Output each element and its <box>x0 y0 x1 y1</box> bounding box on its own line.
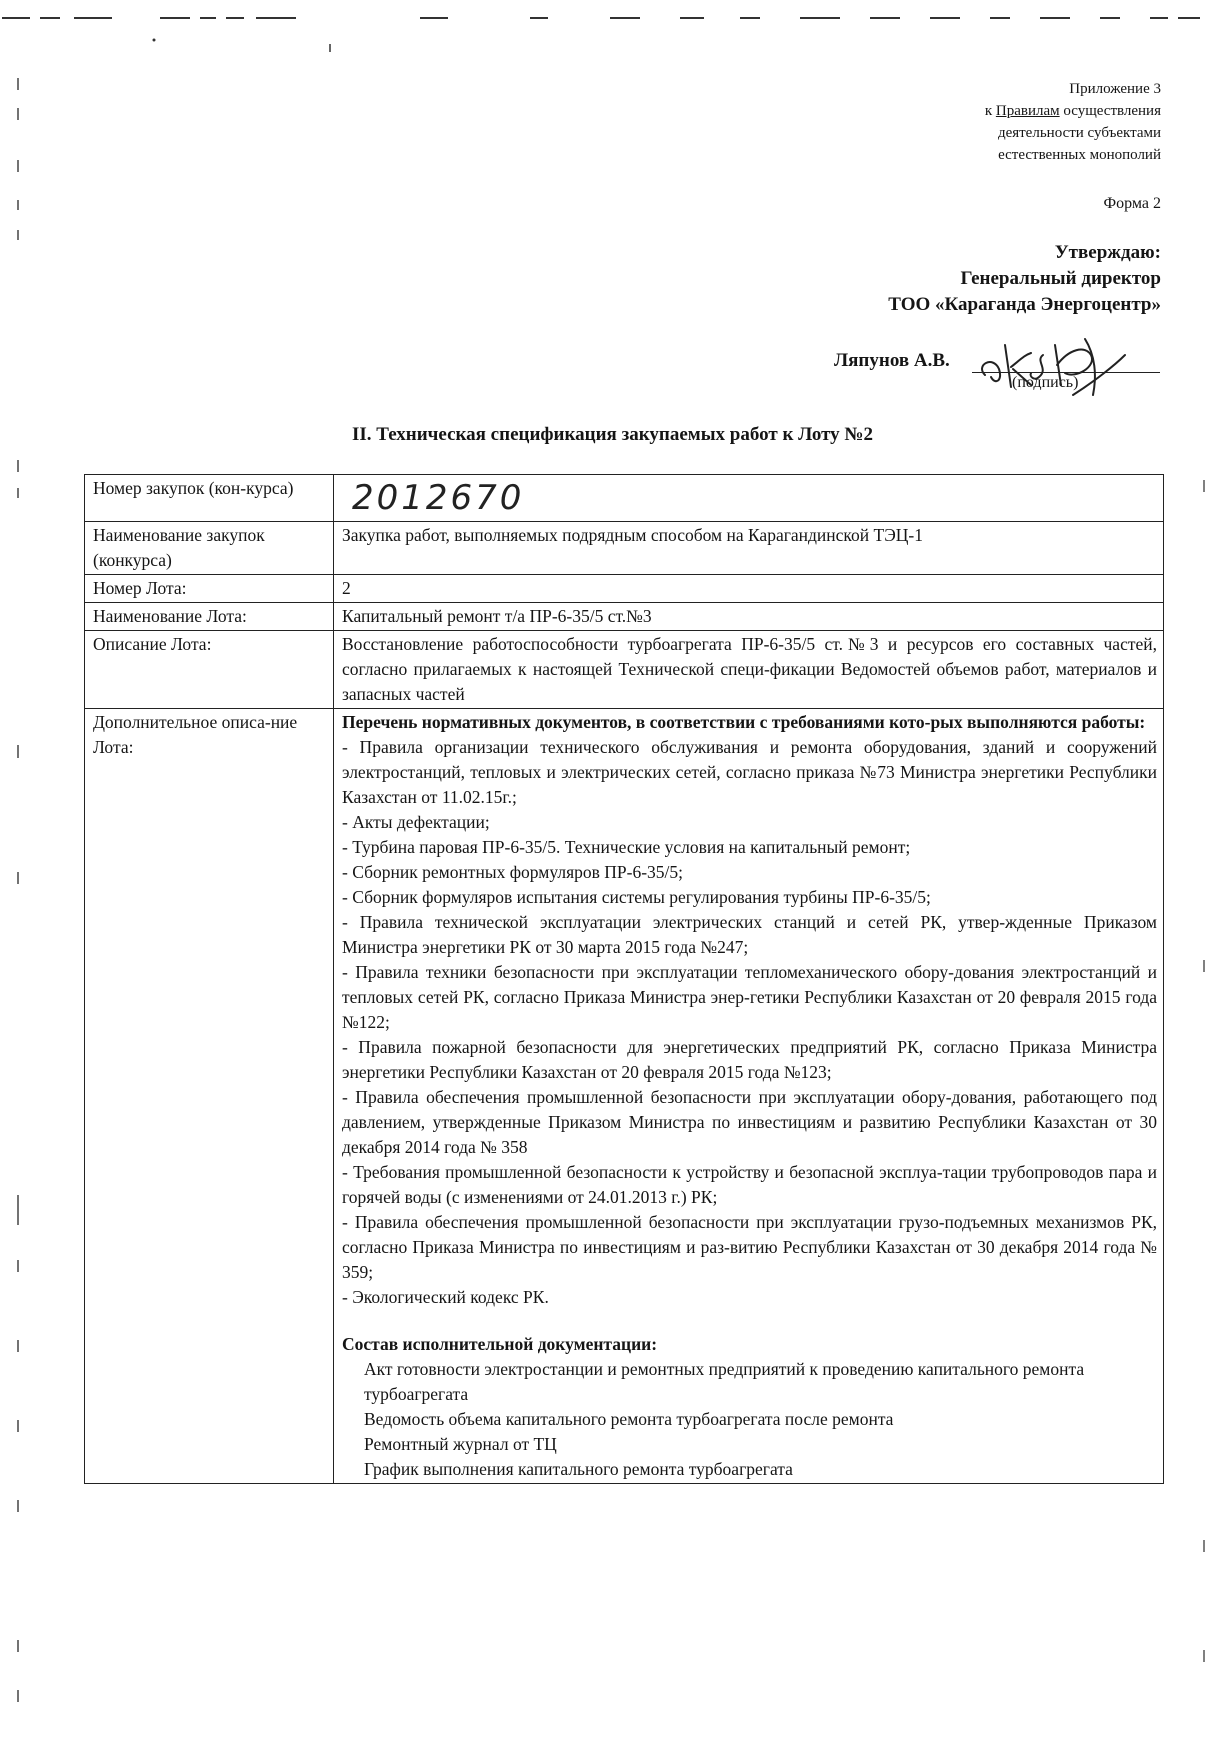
handwritten-signature <box>965 325 1145 405</box>
table-row <box>85 631 1164 709</box>
annex-line-2 <box>985 100 1161 122</box>
approval-block <box>888 240 1161 318</box>
lot-description-text: Восстановление работоспособности турбоагрегата ПР-6-35/5 ст.№3 и ресурсов его составных частей, согласно прилагаемых к настоящей Технической специ-фикации Ведомостей объемов работ, материалов и запасных частей <box>342 634 1157 704</box>
docs-list <box>342 1357 1157 1482</box>
doc-item: График выполнения капитального ремонта турбоагрегата <box>364 1459 793 1479</box>
annex-line-3: деятельности субъектами <box>997 125 1161 141</box>
approval-line-1: Утверждаю: <box>1054 242 1161 263</box>
scan-artifact-top <box>0 0 1225 60</box>
norm-item: - Акты дефектации; <box>342 812 490 832</box>
table-row <box>85 522 1164 575</box>
doc-item: Ведомость объема капитального ремонта турбоагрегата после ремонта <box>364 1409 894 1429</box>
scan-artifact-left-margin <box>0 0 40 1738</box>
purchase-number-value <box>334 475 1164 522</box>
extra-description-label: Дополнительное описа-ние Лота: <box>85 709 334 1484</box>
signature-caption: (подпись) <box>1012 374 1079 391</box>
norm-item: - Правила организации технического обслуживания и ремонта оборудования, зданий и сооружений электростанций, тепловых и электрических сетей, согласно приказа №73 Министра энергетики Республики Казахстан от 11.02.15г.; <box>342 737 1157 807</box>
extra-description-value <box>334 709 1164 1484</box>
lot-description-label: Описание Лота: <box>85 631 334 709</box>
norm-item: - Требования промышленной безопасности к устройству и безопасной эксплуа-тации трубопроводов пара и горячей воды (с изменениями от 24.01.2013 г.) РК; <box>342 1162 1157 1207</box>
scan-artifact-right-margin <box>1190 0 1220 1738</box>
form-number: Форма 2 <box>1103 195 1161 212</box>
norm-item: - Правила обеспечения промышленной безопасности при эксплуатации грузо-подъемных механизмов РК, согласно Приказа Министра по инвестициям и раз-витию Республики Казахстан от 30 декабря 2014 года № 359; <box>342 1212 1157 1282</box>
norm-item: - Правила обеспечения промышленной безопасности при эксплуатации обору-дования, работающего под давлением, утвержденные Приказом Министра по инвестициям и развитию Республики Казахстан от 30 декабря 2014 года № 358 <box>342 1087 1157 1157</box>
approval-line-3: ТОО «Караганда Энергоцентр» <box>888 294 1161 315</box>
doc-item: Ремонтный журнал от ТЦ <box>364 1434 557 1454</box>
annex-reference <box>985 78 1161 166</box>
table-row <box>85 709 1164 1484</box>
document-title: II. Техническая спецификация закупаемых работ к Лоту №2 <box>352 424 873 445</box>
lot-name-value: Капитальный ремонт т/а ПР-6-35/5 ст.№3 <box>334 603 1164 631</box>
norm-item: - Сборник ремонтных формуляров ПР-6-35/5; <box>342 862 684 882</box>
annex-line-2-suffix: осуществления <box>1059 103 1161 119</box>
docs-heading: Состав исполнительной документации: <box>342 1334 658 1354</box>
norm-item: - Правила технической эксплуатации электрических станций и сетей РК, утвер-жденные Приказом Министра энергетики РК от 30 марта 2015 года №247; <box>342 912 1157 957</box>
lot-name-label: Наименование Лота: <box>85 603 334 631</box>
purchase-name-value: Закупка работ, выполняемых подрядным способом на Карагандинской ТЭЦ-1 <box>334 522 1164 575</box>
specification-table <box>84 474 1164 1484</box>
norms-heading: Перечень нормативных документов, в соответствии с требованиями кото-рых выполняются работы: <box>342 712 1146 732</box>
purchase-number-handwritten: 2012670 <box>352 478 525 518</box>
table-row <box>85 603 1164 631</box>
purchase-number-label: Номер закупок (кон-курса) <box>85 475 334 522</box>
annex-line-1: Приложение 3 <box>1069 81 1161 97</box>
lot-description-value <box>334 631 1164 709</box>
lot-number-label: Номер Лота: <box>85 575 334 603</box>
rules-link[interactable]: Правилам <box>995 103 1060 119</box>
norm-item: - Сборник формуляров испытания системы регулирования турбины ПР-6-35/5; <box>342 887 931 907</box>
norm-item: - Правила пожарной безопасности для энергетических предприятий РК, согласно Приказа Министра энергетики Республики Казахстан от 20 февраля 2015 года №123; <box>342 1037 1157 1082</box>
purchase-name-label: Наименование закупок (конкурса) <box>85 522 334 575</box>
lot-number-value: 2 <box>334 575 1164 603</box>
annex-line-2-prefix: к <box>984 103 996 119</box>
table-row <box>85 575 1164 603</box>
table-row <box>85 475 1164 522</box>
signer-name: Ляпунов А.В. <box>834 350 950 371</box>
doc-item: Акт готовности электростанции и ремонтных предприятий к проведению капитального ремонта турбоагрегата <box>364 1359 1085 1404</box>
norm-item: - Правила техники безопасности при эксплуатации тепломеханического обору-дования электростанций и тепловых сетей РК, согласно Приказа Министра энер-гетики Республики Казахстан от 20 февраля 2015 года №122; <box>342 962 1157 1032</box>
annex-line-4: естественных монополий <box>998 147 1161 163</box>
approval-line-2: Генеральный директор <box>960 268 1161 289</box>
norms-list <box>342 735 1157 1310</box>
norm-item: - Экологический кодекс РК. <box>342 1287 549 1307</box>
norm-item: - Турбина паровая ПР-6-35/5. Технические условия на капитальный ремонт; <box>342 837 911 857</box>
